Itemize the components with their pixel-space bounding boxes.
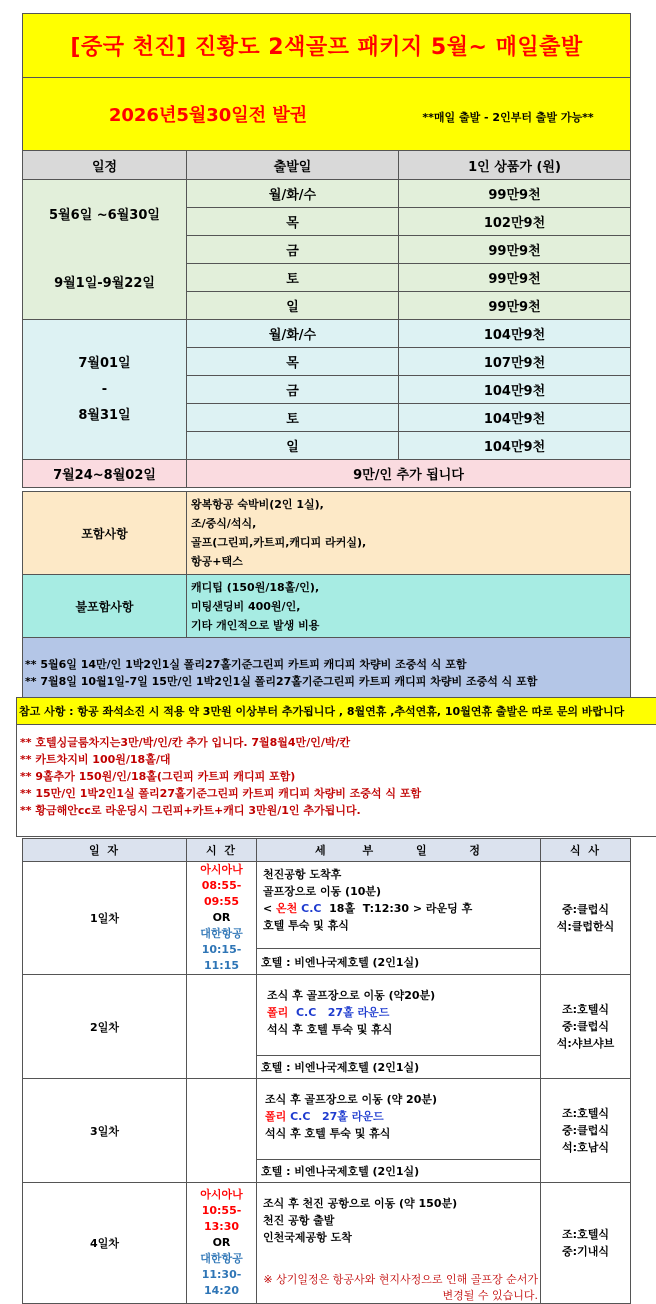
airline-korean-air: 대한항공 (187, 1251, 256, 1267)
meal-item: 중:기내식 (541, 1243, 630, 1260)
meal-item: 조:호텔식 (541, 1105, 630, 1122)
detail-line: 천진공항 도착후 (263, 866, 534, 883)
flight-time: 08:55-09:55 (187, 878, 256, 910)
included-item: 골프(그린피,카트피,캐디피 라커실), (191, 533, 630, 552)
note-line: ** 카트차지비 100원/18홀/대 (20, 751, 653, 768)
golf-course-name: 폴리 (267, 1006, 288, 1019)
info-table (22, 491, 631, 709)
hotel-line: 호텔 : 비엔나국제호텔 (2인1실) (257, 949, 541, 975)
or-label: OR (187, 1235, 256, 1251)
itinerary-table (22, 838, 631, 1304)
hotel-line: 호텔 : 비엔나국제호텔 (2인1실) (257, 1160, 541, 1183)
excluded-item: 캐디팁 (150원/18홀/인), (191, 578, 630, 597)
issue-banner (23, 78, 631, 151)
golf-course-cc: C.C (290, 1110, 310, 1123)
detail-prefix: < (263, 902, 276, 915)
day-detail (257, 1079, 541, 1160)
price-value: 104만9천 (399, 432, 631, 460)
day-detail (257, 975, 541, 1056)
golf-holes: 27홀 라운드 (328, 1006, 390, 1019)
detail-line: 조식 후 천진 공항으로 이동 (약 150분) (263, 1195, 534, 1212)
meal-item: 석:클럽한식 (541, 918, 630, 935)
meal-item: 조:호텔식 (541, 1001, 630, 1018)
period-cell-group1 (23, 180, 187, 320)
flight-time: 11:30-14:20 (187, 1267, 256, 1299)
meal-item: 중:클럽식 (541, 901, 630, 918)
departure-day: 토 (187, 264, 399, 292)
golf-course-name: 폴리 (265, 1110, 286, 1123)
period-start: 7월01일 (23, 351, 186, 377)
issue-note: **매일 출발 - 2인부터 출발 가능** (393, 109, 623, 125)
itinerary-header-detail: 세 부 일 정 (257, 839, 541, 862)
flight-time: 10:15-11:15 (187, 942, 256, 974)
hotel-line: 호텔 : 비엔나국제호텔 (2인1실) (257, 1056, 541, 1079)
meal-item: 석:샤브샤브 (541, 1035, 630, 1052)
period-dash: - (23, 377, 186, 403)
price-value: 99만9천 (399, 264, 631, 292)
detail-line: 천진 공항 출발 (263, 1212, 534, 1229)
price-value: 104만9천 (399, 404, 631, 432)
price-value: 102만9천 (399, 208, 631, 236)
included-list (187, 492, 631, 575)
flight-times (187, 862, 257, 975)
itinerary-header-time: 시 간 (187, 839, 257, 862)
departure-day: 목 (187, 348, 399, 376)
note-line: ** 황금해안cc로 라운딩시 그린피+카트+캐디 3만원/1인 추가됩니다. (20, 802, 653, 819)
flight-times-empty (187, 1079, 257, 1183)
detail-line (265, 1108, 534, 1125)
day-detail (257, 1183, 541, 1272)
meal-item: 중:클럽식 (541, 1018, 630, 1035)
itinerary-header-meal: 식 사 (541, 839, 631, 862)
detail-line: 조식 후 골프장으로 이동 (약20분) (267, 987, 534, 1004)
meals-cell (541, 1183, 631, 1304)
detail-line: 호텔 투숙 및 휴식 (263, 917, 534, 934)
included-item: 왕복항공 숙박비(2인 1실), (191, 495, 630, 514)
promo-line: ** 5월6일 14만/인 1박2인1실 폴리27홀기준그린피 카트피 캐디피 차량비 조중석 식 포함 (25, 656, 628, 673)
note-line: ** 9홀추가 150원/인/18홀(그린피 카트피 캐디피 포함) (20, 768, 653, 785)
meal-item: 중:클럽식 (541, 1122, 630, 1139)
price-table (22, 13, 631, 488)
period-end: 8월31일 (23, 403, 186, 429)
period-label: 9월1일-9월22일 (23, 274, 186, 294)
golf-holes: 27홀 라운드 (322, 1110, 384, 1123)
flight-times (187, 1183, 257, 1304)
reference-table (16, 697, 656, 837)
detail-line: 골프장으로 이동 (10분) (263, 883, 534, 900)
price-value: 107만9천 (399, 348, 631, 376)
surcharge-text: 9만/인 추가 됩니다 (187, 460, 631, 488)
included-label: 포함사항 (23, 492, 187, 575)
reference-note: 참고 사항 : 항공 좌석소진 시 적용 약 3만원 이상부터 추가됩니다 , 8월연휴 ,추석연휴, 10월연휴 출발은 따로 문의 바랍니다 (17, 698, 656, 725)
header-departure: 출발일 (187, 151, 399, 180)
period-label: 5월6일 ~6월30일 (23, 206, 186, 226)
golf-course-cc: C.C (301, 902, 321, 915)
airline-korean-air: 대한항공 (187, 926, 256, 942)
departure-day: 목 (187, 208, 399, 236)
flight-times-empty (187, 975, 257, 1079)
excluded-label: 불포함사항 (23, 575, 187, 638)
page-title: [중국 천진] 진황도 2색골프 패키지 5월~ 매일출발 (23, 14, 631, 78)
day-label: 4일차 (23, 1183, 187, 1304)
notes-box (17, 725, 656, 837)
itinerary-header-day: 일 자 (23, 839, 187, 862)
price-value: 104만9천 (399, 376, 631, 404)
day-detail (257, 862, 541, 949)
meal-item: 석:호남식 (541, 1139, 630, 1156)
note-line: ** 호텔싱글룸차지는3만/박/인/칸 추가 입니다. 7월8월4만/인/박/칸 (20, 734, 653, 751)
header-schedule: 일정 (23, 151, 187, 180)
detail-line: 인천국제공항 도착 (263, 1229, 534, 1246)
price-value: 99만9천 (399, 180, 631, 208)
golf-course-name: 온천 (276, 902, 297, 915)
included-item: 항공+택스 (191, 552, 630, 571)
airline-asiana: 아시아나 (187, 1187, 256, 1203)
day-label: 2일차 (23, 975, 187, 1079)
airline-asiana: 아시아나 (187, 862, 256, 878)
header-price: 1인 상품가 (원) (399, 151, 631, 180)
detail-line: 조식 후 골프장으로 이동 (약 20분) (265, 1091, 534, 1108)
departure-day: 토 (187, 404, 399, 432)
day-label: 3일차 (23, 1079, 187, 1183)
detail-suffix: 18홀 T:12:30 > 라운딩 후 (321, 902, 472, 915)
departure-day: 월/화/수 (187, 320, 399, 348)
departure-day: 일 (187, 432, 399, 460)
price-value: 99만9천 (399, 292, 631, 320)
note-line: ** 15만/인 1박2인1실 폴리27홀기준그린피 카트피 캐디피 차량비 조중석 식 포함 (20, 785, 653, 802)
price-value: 99만9천 (399, 236, 631, 264)
departure-day: 월/화/수 (187, 180, 399, 208)
issue-date: 2026년5월30일전 발권 (23, 101, 393, 127)
detail-line (263, 900, 534, 917)
promo-line: ** 7월8일 10월1일-7일 15만/인 1박2인1실 폴리27홀기준그린피 카트피 캐디피 차량비 조중석 식 포함 (25, 673, 628, 690)
itinerary-disclaimer: ※ 상기일정은 항공사와 현지사정으로 인해 골프장 순서가 변경될 수 있습니다. (257, 1271, 541, 1304)
period-cell-group2 (23, 320, 187, 460)
detail-line: 석식 후 호텔 투숙 및 휴식 (265, 1125, 534, 1142)
meals-cell (541, 862, 631, 975)
departure-day: 금 (187, 236, 399, 264)
detail-line (267, 1004, 534, 1021)
excluded-item: 미팅샌딩비 400원/인, (191, 597, 630, 616)
price-value: 104만9천 (399, 320, 631, 348)
departure-day: 일 (187, 292, 399, 320)
flight-time: 10:55-13:30 (187, 1203, 256, 1235)
meals-cell (541, 975, 631, 1079)
excluded-item: 기타 개인적으로 발생 비용 (191, 616, 630, 635)
meal-item: 조:호텔식 (541, 1226, 630, 1243)
meals-cell (541, 1079, 631, 1183)
surcharge-period: 7월24~8월02일 (23, 460, 187, 488)
excluded-list (187, 575, 631, 638)
day-label: 1일차 (23, 862, 187, 975)
detail-line: 석식 후 호텔 투숙 및 휴식 (267, 1021, 534, 1038)
or-label: OR (187, 910, 256, 926)
golf-course-cc: C.C (296, 1006, 316, 1019)
included-item: 조/중식/석식, (191, 514, 630, 533)
departure-day: 금 (187, 376, 399, 404)
